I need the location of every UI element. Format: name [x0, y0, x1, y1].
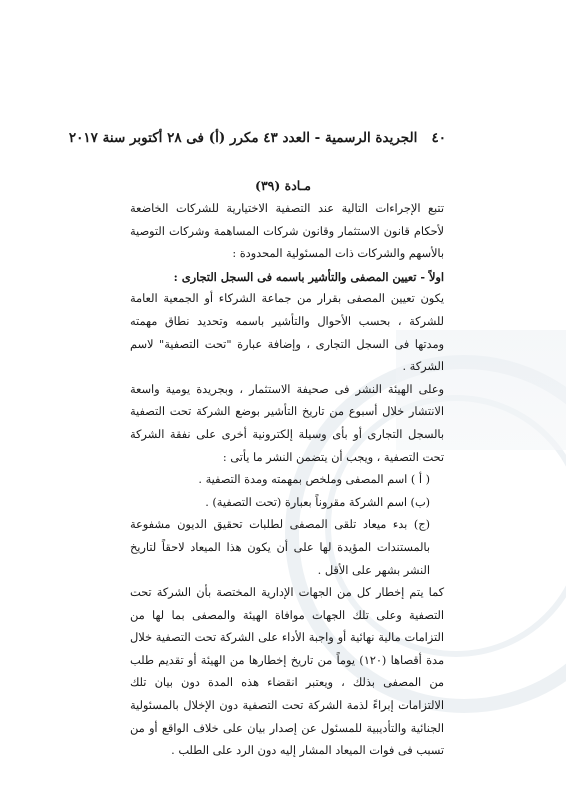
gazette-title: الجريدة الرسمية - العدد ٤٣ مكرر (أ) فى ٢٨ أكتوبر سنة ٢٠١٧	[68, 130, 418, 146]
section-heading: اولاً - تعيين المصفى والتأشير باسمه فى السجل التجارى :	[173, 269, 444, 284]
list-item-c: (ج) بدء ميعاد تلقى المصفى لطلبات تحقيق الديون مشفوعة بالمستندات المؤيدة لها على أن يكون هذا الميعاد لاحقاً لتاريخ النشر بشهر على الأقل .	[130, 518, 430, 577]
list-item-a: ( أ ) اسم المصفى وملخص بمهمته ومدة التصفية .	[198, 473, 430, 487]
paragraph-notification: كما يتم إخطار كل من الجهات الإدارية المختصة بأن الشركة تحت التصفية وعلى تلك الجهات موافاة الهيئة والمصفى بما لها من التزامات مالية نهائية أو واجبة الأداء على الشركة تحت التصفية خلال مدة أقصاها (١٢٠) يوماً من تاريخ إخطارها من الهيئة أو تقديم طلب من المصفى بذلك ، ويعتبر انقضاء هذه المدة دون بيان تلك الالتزامات إبراءً لذمة الشركة تحت التصفية دون الإخلال بالمسئولية الجنائية والتأديبية للمسئول عن إصدار بيان على خلاف الواقع أو من تسبب فى فوات الميعاد المشار إليه دون الرد على الطلب .	[130, 586, 444, 758]
article-intro: تتبع الإجراءات التالية عند التصفية الاختيارية للشركات الخاضعة لأحكام قانون الاستثمار وقانون شركات المساهمة وشركات التوصية بالأسهم والشركات ذات المسئولية المحدودة :	[130, 202, 444, 261]
paragraph-publication: وعلى الهيئة النشر فى صحيفة الاستثمار ، وبجريدة يومية واسعة الانتشار خلال أسبوع من تاريخ التأشير بوضع الشركة تحت التصفية بالسجل التجارى أو بأى وسيلة إلكترونية أخرى على نفقة الشركة تحت التصفية ، ويجب أن يتضمن النشر ما يأتى :	[130, 382, 444, 464]
list-item-b: (ب) اسم الشركة مقروناً بعبارة (تحت التصفية) .	[205, 495, 430, 509]
paragraph-appointment: يكون تعيين المصفى بقرار من جماعة الشركاء أو الجمعية العامة للشركة ، بحسب الأحوال والتأشير باسمه وتحديد نطاق مهمته ومدتها فى السجل التجارى ، وإضافة عبارة "تحت التصفية" لاسم الشركة .	[130, 292, 444, 374]
page-number: ٤٠	[431, 130, 446, 146]
article-title: مـادة (٣٩)	[255, 178, 311, 193]
article-body	[130, 198, 458, 763]
page-header	[68, 130, 446, 146]
